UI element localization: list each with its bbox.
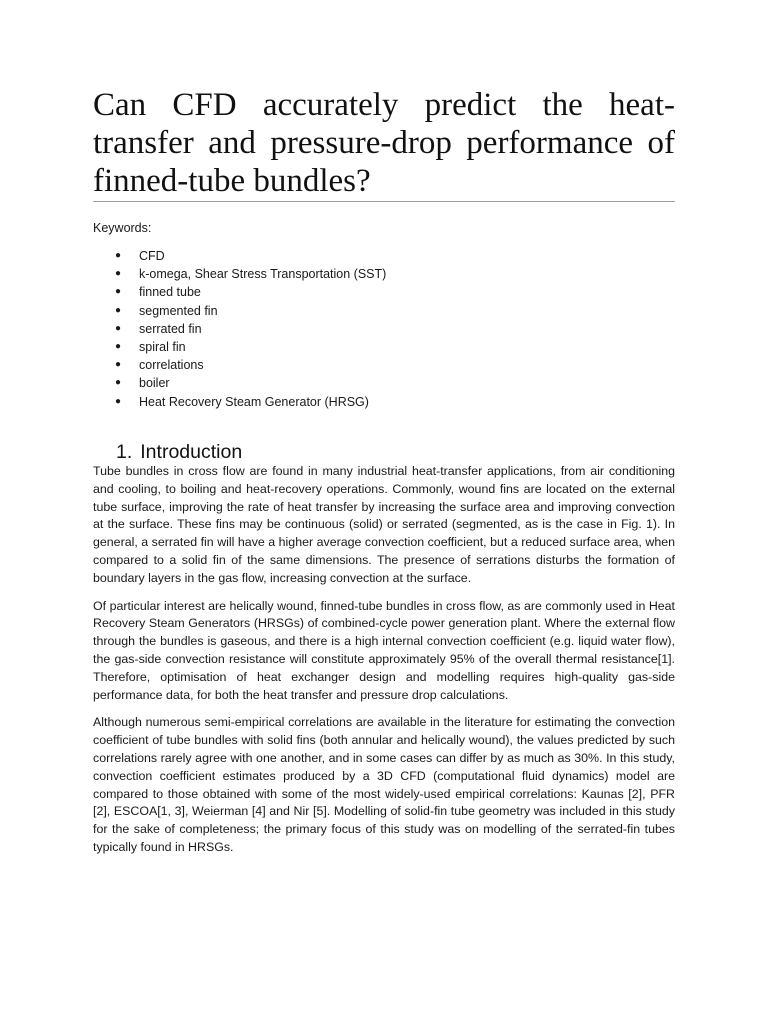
body-paragraph: Although numerous semi-empirical correlations are available in the literature for estimating the convection coefficient of tube bundles with solid fins (both annular and helically wound), the values predicted by such correlations rarely agree with one another, and in some cases can differ by as much as 30%. In this study, convection coefficient estimates produced by a 3D CFD (computational fluid dynamics) model are compared to those obtained with some of the most widely-used empirical correlations: Kaunas [2], PFR [2], ESCOA[1, 3], Weierman [4] and Nir [5]. Modelling of solid-fin tube geometry was included in this study for the sake of completeness; the primary focus of this study was on modelling of the serrated-fin tubes typically found in HRSGs. xyxy=(93,715,675,854)
keyword-item xyxy=(93,338,675,356)
keyword-item xyxy=(93,265,675,283)
keywords-label: Keywords: xyxy=(93,221,152,235)
keyword-item xyxy=(93,374,675,392)
bullet-icon: ● xyxy=(115,268,122,280)
section-number: 1. xyxy=(116,441,133,463)
bullet-icon: ● xyxy=(115,377,122,389)
bullet-icon: ● xyxy=(115,395,122,407)
bullet-icon: ● xyxy=(115,359,122,371)
bullet-icon: ● xyxy=(115,304,122,316)
keyword-text: segmented fin xyxy=(139,303,218,318)
keyword-text: k-omega, Shear Stress Transportation (SST) xyxy=(139,267,387,282)
keyword-text: CFD xyxy=(139,249,165,264)
keyword-text: serrated fin xyxy=(139,321,202,336)
section-heading xyxy=(116,440,242,464)
body-paragraph: Of particular interest are helically wound, finned-tube bundles in cross flow, as are commonly used in Heat Recovery Steam Generators (HRSGs) of combined-cycle power generation plant. Where the external flow through the bundles is gaseous, and there is a high internal convection coefficient (e.g. liquid water flow), the gas-side convection resistance will constitute approximately 95% of the overall thermal resistance[1]. Therefore, optimisation of heat exchanger design and modelling requires high-quality gas-side performance data, for both the heat transfer and pressure drop calculations. xyxy=(93,598,675,702)
bullet-icon: ● xyxy=(115,250,122,262)
keyword-text: finned tube xyxy=(139,285,201,300)
keyword-item xyxy=(93,356,675,374)
keyword-text: correlations xyxy=(139,358,204,373)
bullet-icon: ● xyxy=(115,341,122,353)
bullet-icon: ● xyxy=(115,286,122,298)
keyword-text: boiler xyxy=(139,376,170,391)
keyword-item xyxy=(93,393,675,411)
keyword-item xyxy=(93,247,675,265)
bullet-icon: ● xyxy=(115,322,122,334)
keyword-text: Heat Recovery Steam Generator (HRSG) xyxy=(139,394,369,409)
keyword-item xyxy=(93,283,675,301)
title-divider xyxy=(93,201,675,202)
keywords-list xyxy=(93,247,675,411)
keyword-item xyxy=(93,320,675,338)
section-title: Introduction xyxy=(140,441,243,463)
section-body xyxy=(93,463,675,867)
body-paragraph: Tube bundles in cross flow are found in many industrial heat-transfer applications, from air conditioning and cooling, to boiling and heat-recovery operations. Commonly, wound fins are located on the external tube surface, improving the rate of heat transfer by increasing the surface area and improving convection at the surface. These fins may be continuous (solid) or serrated (segmented, as is the case in Fig. 1). In general, a serrated fin will have a higher average convection coefficient, but a reduced surface area, when compared to a solid fin of the same dimensions. The presence of serrations disturbs the formation of boundary layers in the gas flow, increasing convection at the surface. xyxy=(93,464,675,585)
paper-title: Can CFD accurately predict the heat-transfer and pressure-drop performance of finned-tube bundles? xyxy=(93,87,675,199)
keyword-text: spiral fin xyxy=(139,340,186,355)
keyword-item xyxy=(93,302,675,320)
